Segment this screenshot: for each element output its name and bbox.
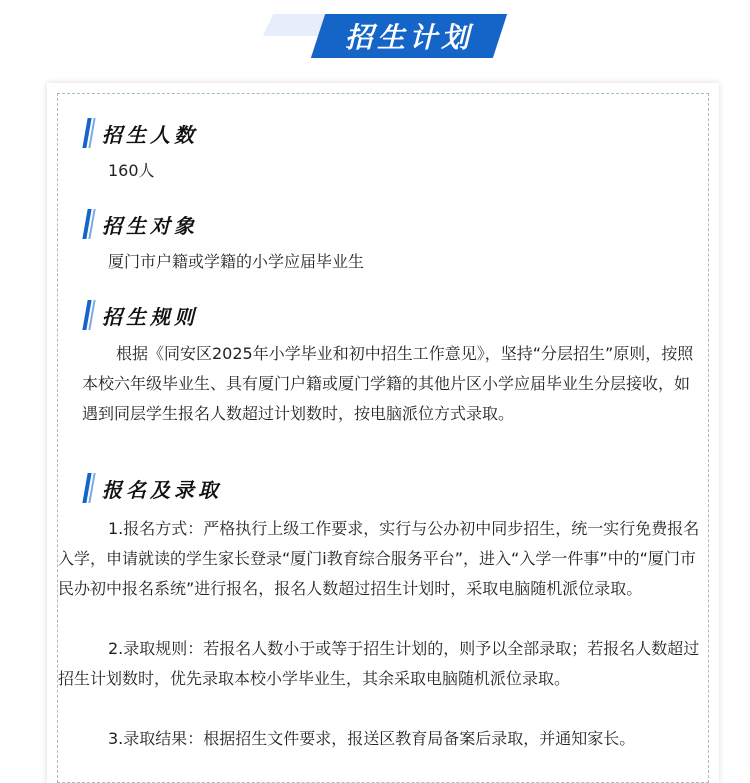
banner bbox=[311, 14, 507, 58]
dashed-frame bbox=[57, 93, 709, 783]
section-title: 招生规则 bbox=[102, 304, 198, 329]
section-heading-enrollment-count bbox=[82, 116, 198, 150]
section-title: 报名及录取 bbox=[102, 477, 222, 502]
registration-item-1: 1.报名方式：严格执行上级工作要求，实行与公办初中同步招生，统一实行免费报名入学，申请就读的学生家长登录“厦门i教育综合服务平台”，进入“入学一件事”中的“厦门市民办初中报名系统”进行报名，报名人数超过招生计划时，采取电脑随机派位录取。 bbox=[58, 519, 700, 598]
enrollment-count-value: 160人 bbox=[108, 161, 155, 180]
section-heading-registration bbox=[82, 471, 222, 505]
header-banner bbox=[0, 0, 750, 70]
section-heading-target bbox=[82, 207, 198, 241]
heading-bar-icon bbox=[82, 116, 96, 150]
page-title: 招生计划 bbox=[344, 21, 473, 54]
heading-bar-icon bbox=[82, 207, 96, 241]
heading-bar-icon bbox=[82, 471, 96, 505]
content-card bbox=[47, 83, 719, 783]
section-title: 招生对象 bbox=[102, 213, 198, 238]
section-title: 招生人数 bbox=[102, 122, 198, 147]
target-text: 厦门市户籍或学籍的小学应届毕业生 bbox=[108, 252, 365, 271]
registration-item-2: 2.录取规则：若报名人数小于或等于招生计划的，则予以全部录取；若报名人数超过招生计划数时，优先录取本校小学毕业生，其余采取电脑随机派位录取。 bbox=[58, 639, 700, 688]
section-heading-rules bbox=[82, 298, 198, 332]
heading-bar-icon bbox=[82, 298, 96, 332]
registration-item-3: 3.录取结果：根据招生文件要求，报送区教育局备案后录取，并通知家长。 bbox=[108, 729, 636, 748]
rules-text: 根据《同安区2025年小学毕业和初中招生工作意见》，坚持“分层招生”原则，按照本校六年级毕业生、具有厦门户籍或厦门学籍的其他片区小学应届毕业生分层接收，如遇到同层学生报名人数超过计划数时，按电脑派位方式录取。 bbox=[82, 344, 694, 423]
